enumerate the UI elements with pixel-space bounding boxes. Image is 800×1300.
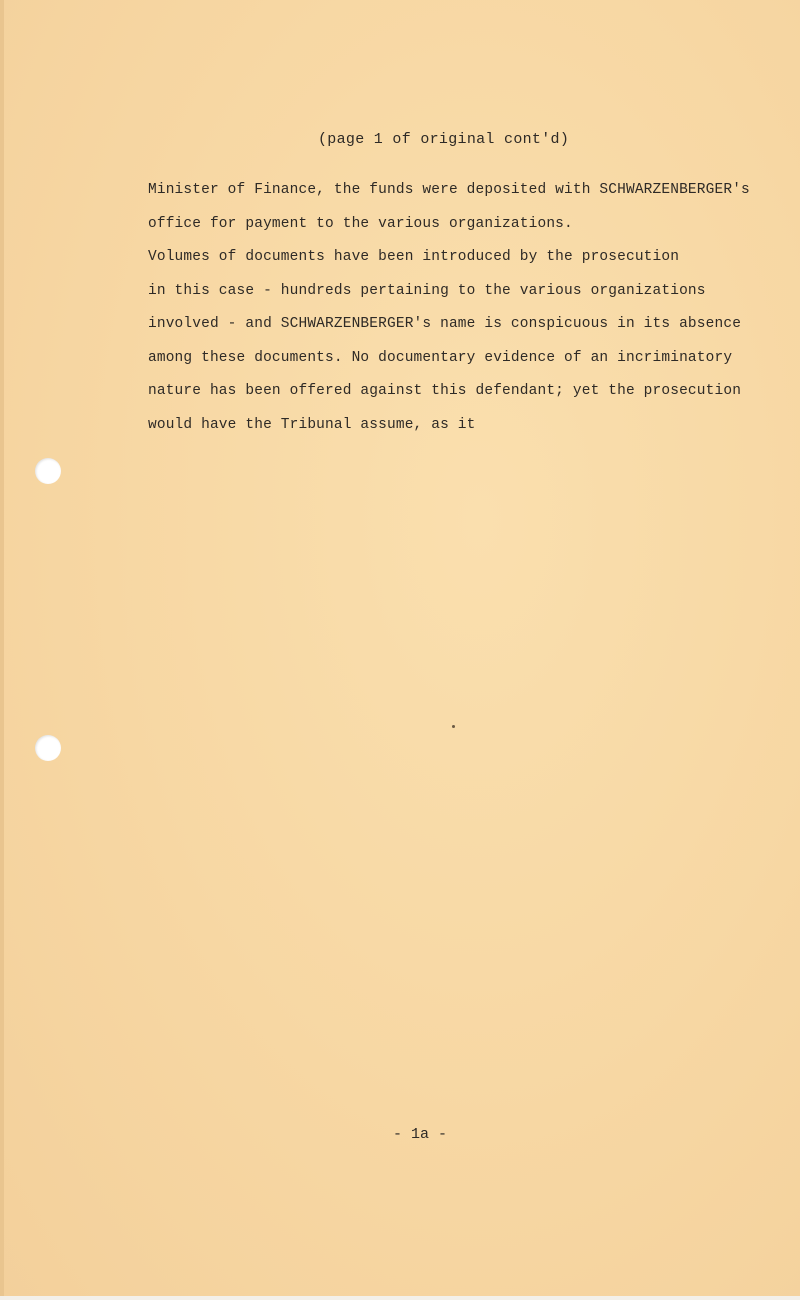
- text-line: involved - and SCHWARZENBERGER's name is conspicuous in its absence: [148, 316, 742, 332]
- document-body: [148, 178, 748, 446]
- page-number: - 1a -: [393, 1126, 448, 1143]
- punch-hole-lower: [35, 735, 61, 761]
- text-line: Minister of Finance, the funds were deposited with SCHWARZENBERGER's: [148, 182, 750, 198]
- ink-speck: [452, 725, 455, 728]
- paper-bottom-edge: [0, 1296, 800, 1300]
- text-line: among these documents. No documentary evidence of an incriminatory: [148, 349, 733, 366]
- page-continuation-header: (page 1 of original cont'd): [318, 131, 570, 148]
- text-line: in this case - hundreds pertaining to the various organizations: [148, 282, 706, 299]
- punch-hole-upper: [35, 458, 61, 484]
- text-line: nature has been offered against this defendant; yet the prosecution: [148, 383, 742, 399]
- text-line: would have the Tribunal assume, as it: [148, 416, 476, 433]
- text-line: Volumes of documents have been introduced by the prosecution: [148, 249, 680, 265]
- paper-left-edge: [0, 0, 4, 1300]
- text-line: office for payment to the various organizations.: [148, 215, 573, 232]
